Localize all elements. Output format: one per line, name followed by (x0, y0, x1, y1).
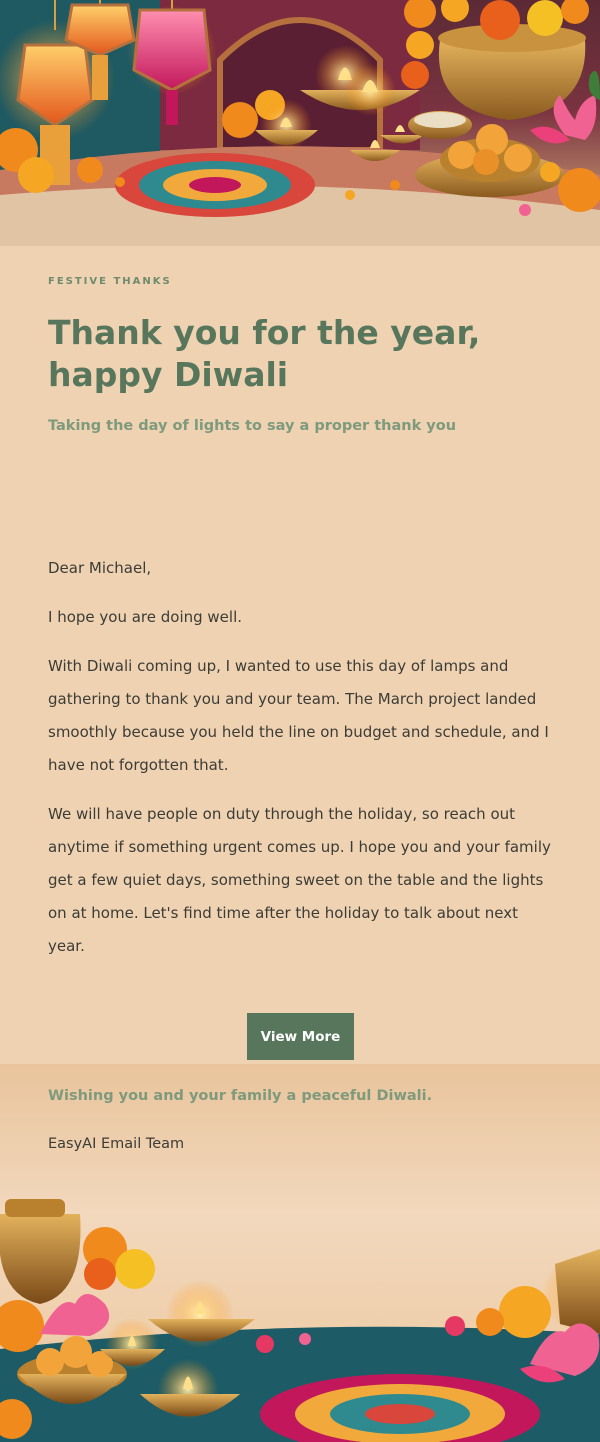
hero-illustration (0, 0, 600, 246)
headline (48, 312, 568, 396)
email-content (0, 246, 600, 1064)
subheadline: Taking the day of lights to say a proper thank you (48, 418, 457, 434)
greeting: Dear Michael, (48, 559, 152, 577)
body-paragraph: With Diwali coming up, I wanted to use this day of lamps and gathering to thank you and your team. The March project landed smoothly because you held the line on budget and schedule, and I have not forgotten that. (48, 657, 549, 774)
body-paragraph: I hope you are doing well. (48, 608, 243, 626)
body-paragraph: We will have people on duty through the holiday, so reach out anytime if something urgent comes up. I hope you and your family get a few quiet days, something sweet on the table and the lights on at home. Let's find time after the holiday to talk about next year. (48, 805, 551, 955)
closing-line: Wishing you and your family a peaceful Diwali. (48, 1088, 433, 1104)
headline-line-1: Thank you for the year, (48, 313, 481, 352)
email-body (48, 552, 558, 979)
signature: EasyAI Email Team (48, 1136, 185, 1152)
eyebrow-label: FESTIVE THANKS (48, 276, 172, 287)
headline-line-2: happy Diwali (48, 355, 289, 394)
footer (0, 1064, 600, 1442)
hero-image (0, 0, 600, 246)
footer-illustration (0, 1064, 600, 1442)
view-more-button[interactable]: View More (247, 1013, 354, 1060)
